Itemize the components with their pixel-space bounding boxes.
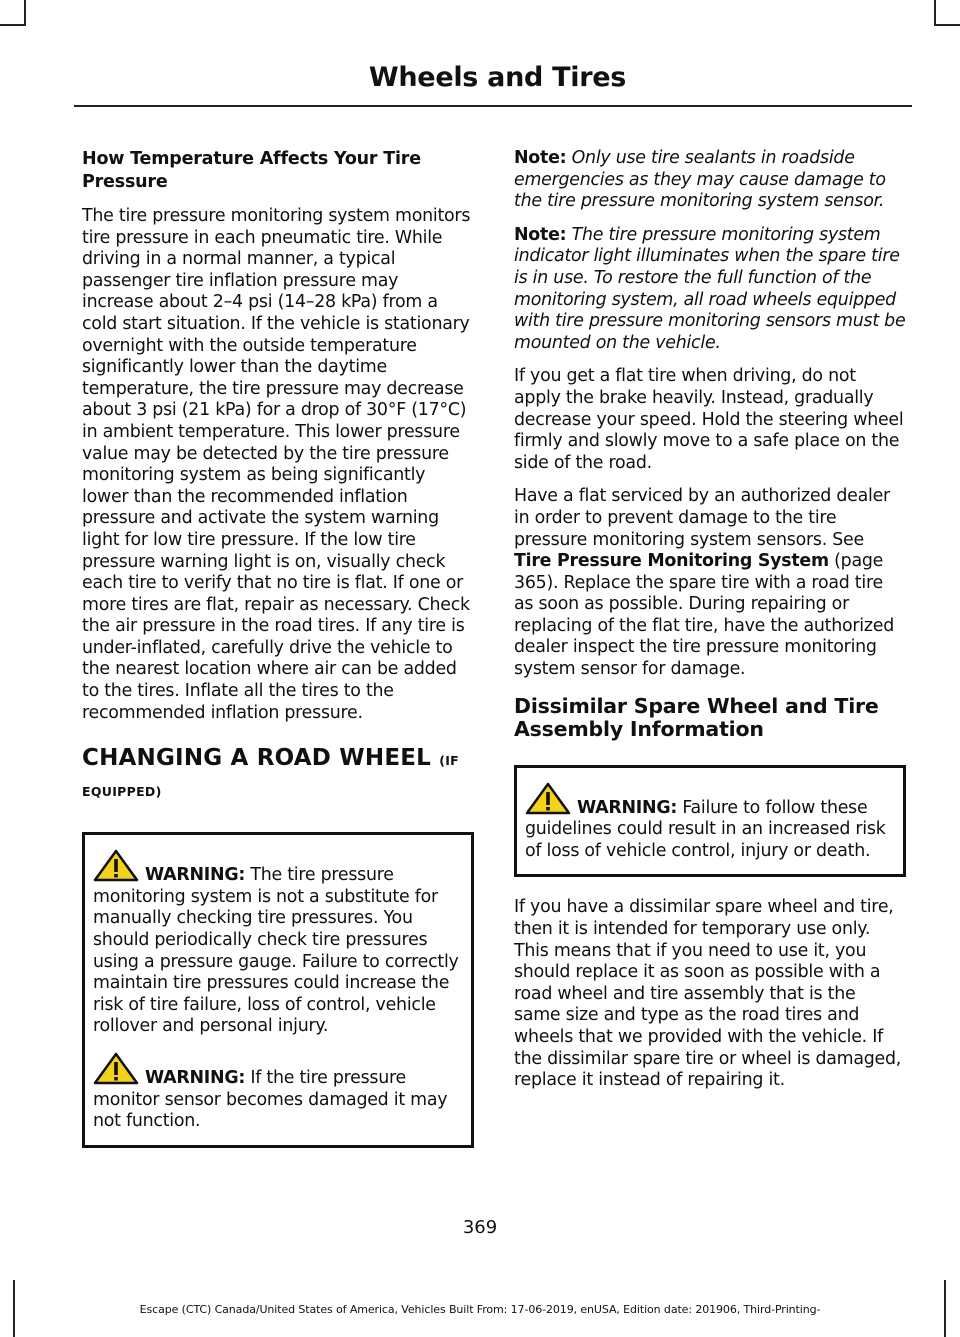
warning-block <box>525 782 895 863</box>
dissimilar-paragraph: If you have a dissimilar spare wheel and tire, then it is intended for temporary use only. This means that if you need to use it, you should replace it as soon as possible with a road wheel and tire assembly that is the same size and type as the road tires and wheels that we provided with the vehicle. If the dissimilar spare tire or wheel is damaged, replace it instead of repairing it. <box>514 897 902 1091</box>
note <box>514 225 906 355</box>
crop-mark <box>934 0 936 26</box>
crop-mark <box>24 0 26 26</box>
section-heading-suffix: EQUIPPED) <box>82 784 162 800</box>
warning-label: WARNING: <box>145 865 246 886</box>
warning-block <box>93 849 463 1038</box>
warning-label: WARNING: <box>145 1068 246 1088</box>
dissimilar-spare-heading: Dissimilar Spare Wheel and Tire Assembly Information <box>514 693 879 741</box>
warning-triangle-icon <box>93 1052 141 1085</box>
temperature-paragraph: The tire pressure monitoring system monitors tire pressure in each pneumatic tire. While driving in a normal manner, a typical passenger tire inflation pressure may increase about 2–4 psi (14–28 kPa) from a cold start situation. If the vehicle is stationary overnight with the outside temperature significantly lower than the daytime temperature, the tire pressure may decrease about 3 psi (21 kPa) for a drop of 30°F (17°C) in ambient temperature. This lower pressure value may be detected by the tire pressure monitoring system as being significantly lower than the recommended inflation pressure and activate the system warning light for low tire pressure. If the low tire pressure warning light is on, visually check each tire to verify that no tire is flat. If one or more tires are flat, repair as necessary. Check the air pressure in the road tires. If any tire is under-inflated, carefully drive the vehicle to the nearest location where air can be added to the tires. Inflate all the tires to the recommended inflation pressure. <box>82 206 471 723</box>
right-column <box>514 148 906 1104</box>
warning-text: Failure to follow these guidelines could result in an increased risk of loss of vehicle control, injury or death. <box>525 797 886 861</box>
warning-text: If the tire pressure monitor sensor becomes damaged it may not function. <box>93 1068 448 1132</box>
page-number: 369 <box>462 1217 498 1238</box>
service-paragraph <box>514 486 906 680</box>
warning-box <box>514 765 906 878</box>
warning-box <box>82 832 474 1148</box>
crop-mark <box>0 24 26 26</box>
note-text: Only use tire sealants in roadside emergencies as they may cause damage to the tire pressure monitoring system sensor. <box>514 148 886 212</box>
section-heading-suffix: (IF <box>439 753 460 769</box>
tpms-cross-reference-link[interactable]: Tire Pressure Monitoring System <box>514 551 829 572</box>
page-title: Wheels and Tires <box>368 62 626 93</box>
section-heading-text: CHANGING A ROAD WHEEL <box>82 745 431 772</box>
header-rule <box>74 105 912 107</box>
section-heading <box>82 744 474 806</box>
warning-label: WARNING: <box>577 797 678 818</box>
temperature-heading: How Temperature Affects Your Tire Pressure <box>82 149 421 192</box>
note-label: Note: <box>514 148 567 168</box>
note <box>514 148 906 213</box>
service-text: (page 365). Replace the spare tire with a road tire as soon as possible. During repairing or replacing of the flat tire, have the authorized dealer inspect the tire pressure monitoring system sensor for damage. <box>514 551 894 680</box>
service-text: Have a flat serviced by an authorized dealer in order to prevent damage to the tire pressure monitoring system sensors. See <box>514 486 890 550</box>
footer-text: Escape (CTC) Canada/United States of America, Vehicles Built From: 17-06-2019, enUSA, Edition date: 201906, Third-Printing- <box>139 1303 821 1316</box>
left-column <box>82 148 474 1168</box>
warning-triangle-icon <box>525 782 573 815</box>
note-label: Note: <box>514 224 567 245</box>
flat-tire-paragraph: If you get a flat tire when driving, do not apply the brake heavily. Instead, gradually decrease your speed. Hold the steering wheel firmly and slowly move to a safe place on the side of the road. <box>514 366 904 473</box>
note-text: The tire pressure monitoring system indicator light illuminates when the spare tire is in use. To restore the full function of the monitoring system, all road wheels equipped with tire pressure monitoring sensors must be mounted on the vehicle. <box>514 224 906 353</box>
warning-block <box>93 1052 463 1133</box>
warning-text: The tire pressure monitoring system is not a substitute for manually checking tire pressures. You should periodically check tire pressures using a pressure gauge. Failure to correctly maintain tire pressures could increase the risk of tire failure, loss of control, vehicle rollover and personal injury. <box>93 865 459 1037</box>
warning-triangle-icon <box>93 849 141 882</box>
crop-mark <box>934 24 960 26</box>
